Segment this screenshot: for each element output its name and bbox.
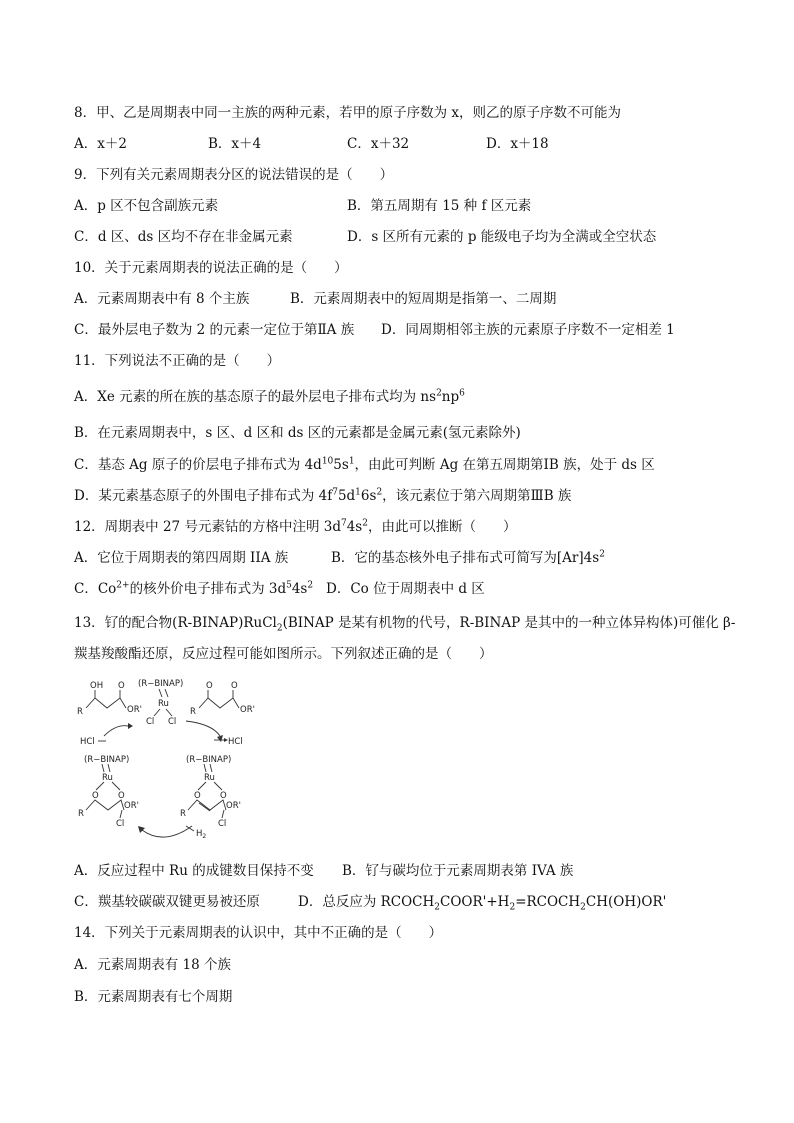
arrow-upper-right bbox=[186, 721, 220, 736]
q12-option-a: A．它位于周期表的第四周期 IIA 族 bbox=[74, 550, 289, 566]
keto-ester-structure bbox=[190, 681, 255, 717]
svg-text:Ru: Ru bbox=[204, 773, 215, 783]
q8-option-a: A．x＋2 bbox=[74, 136, 127, 152]
svg-text:O: O bbox=[206, 681, 213, 691]
q10-option-b: B．元素周期表中的短周期是指第一、二周期 bbox=[290, 291, 557, 307]
q13-option-b: B．钌与碳均位于元素周期表第 IVA 族 bbox=[342, 863, 574, 879]
q10-stem: 10．关于元素周期表的说法正确的是（ ） bbox=[74, 260, 348, 276]
svg-text:(R−BINAP): (R−BINAP) bbox=[138, 679, 184, 689]
q12-option-b: B．它的基态核外电子排布式可简写为$[Ar]4s^2$ bbox=[331, 549, 605, 566]
svg-text:Ru: Ru bbox=[102, 773, 113, 783]
svg-text:Cl: Cl bbox=[218, 819, 227, 829]
catalytic-cycle-diagram bbox=[74, 676, 274, 848]
svg-text:Cl: Cl bbox=[116, 819, 125, 829]
q13-stem-line2: 羰基羧酸酯还原，反应过程可能如图所示。下列叙述正确的是（ ） bbox=[74, 646, 493, 662]
q11-stem: 11．下列说法不正确的是（ ） bbox=[74, 353, 281, 369]
ru-complex-right bbox=[180, 755, 241, 829]
svg-text:HCl: HCl bbox=[80, 737, 95, 747]
svg-text:O: O bbox=[92, 791, 99, 801]
svg-text:R: R bbox=[78, 809, 84, 819]
q9-stem: 9．下列有关元素周期表分区的说法错误的是（ ） bbox=[74, 167, 394, 183]
ru-complex-left bbox=[78, 755, 139, 829]
q10-option-c: C．最外层电子数为 2 的元素一定位于第ⅡA 族 bbox=[74, 322, 355, 338]
svg-text:OR': OR' bbox=[124, 801, 139, 811]
svg-text:Ru: Ru bbox=[158, 699, 169, 709]
q13-option-d: D．总反应为 $RCOCH_2COOR'+H_2=RCOCH_2CH(OH)OR'$ bbox=[298, 894, 667, 913]
svg-text:OR': OR' bbox=[240, 705, 255, 715]
svg-text:R: R bbox=[77, 707, 83, 717]
q11-option-c: C．基态 Ag 原子的价层电子排布式为 $4d^{10}5s^1$，由此可判断 Ag 在第五周期第ⅠB 族，处于 ds 区 bbox=[74, 456, 655, 473]
q11-option-b: B．在元素周期表中，s 区、d 区和 ds 区的元素都是金属元素(氢元素除外) bbox=[74, 425, 521, 441]
q9-option-d: D．s 区所有元素的 p 能级电子均为全满或全空状态 bbox=[347, 229, 657, 245]
svg-text:O: O bbox=[118, 681, 125, 691]
ru-catalyst-structure bbox=[138, 679, 183, 727]
q8-option-b: B．x＋4 bbox=[208, 136, 262, 152]
svg-text:R: R bbox=[190, 707, 196, 717]
q12-option-d: D．Co 位于周期表中 d 区 bbox=[326, 581, 485, 597]
q14-option-b: B．元素周期表有七个周期 bbox=[74, 989, 233, 1005]
q8-stem: 8．甲、乙是周期表中同一主族的两种元素，若甲的原子序数为 x，则乙的原子序数不可能为 bbox=[74, 105, 621, 121]
q10-option-a: A．元素周期表中有 8 个主族 bbox=[74, 291, 250, 307]
q14-option-a: A．元素周期表有 18 个族 bbox=[74, 957, 232, 973]
svg-text:OR': OR' bbox=[226, 801, 241, 811]
arrow-bottom bbox=[142, 826, 192, 837]
q9-option-b: B．第五周期有 15 种 f 区元素 bbox=[347, 198, 532, 214]
svg-text:O: O bbox=[231, 681, 238, 691]
svg-text:O: O bbox=[220, 791, 227, 801]
q12-option-c: C．$Co^{2+}$的核外价电子排布式为 $3d^54s^2$ bbox=[74, 580, 314, 597]
arrow-upper-left bbox=[104, 726, 128, 736]
q10-option-d: D．同周期相邻主族的元素原子序数不一定相差 1 bbox=[381, 322, 675, 338]
q12-stem: 12．周期表中 27 号元素钴的方格中注明 $3d^74s^2$，由此可以推断（ ） bbox=[74, 518, 517, 535]
q11-option-a: A．Xe 元素的所在族的基态原子的最外层电子排布式均为 $ns^2np^6$ bbox=[74, 388, 465, 405]
svg-text:OR': OR' bbox=[127, 705, 142, 715]
svg-text:R: R bbox=[180, 809, 186, 819]
svg-text:(R−BINAP): (R−BINAP) bbox=[84, 755, 130, 765]
svg-text:OH: OH bbox=[90, 681, 104, 691]
q13-stem-line1: 13．钌的配合物(R-BINAP)RuCl$_2$(BINAP 是某有机物的代号，R-BINAP 是其中的一种立体异构体)可催化 β- bbox=[74, 615, 736, 634]
q11-option-d: D．某元素基态原子的外围电子排布式为 $4f^75d^16s^2$，该元素位于第六周期第ⅢB 族 bbox=[74, 487, 572, 504]
q9-option-a: A．p 区不包含副族元素 bbox=[74, 198, 219, 214]
q13-option-a: A．反应过程中 Ru 的成键数目保持不变 bbox=[74, 863, 314, 879]
svg-text:HCl: HCl bbox=[228, 737, 243, 747]
q14-stem: 14．下列关于元素周期表的认识中，其中不正确的是（ ） bbox=[74, 925, 443, 941]
q13-option-c: C．羰基较碳碳双键更易被还原 bbox=[74, 894, 260, 910]
svg-text:O: O bbox=[118, 791, 125, 801]
q9-option-c: C．d 区、ds 区均不存在非金属元素 bbox=[74, 229, 293, 245]
svg-text:Cl: Cl bbox=[168, 717, 177, 727]
hydroxy-ester-structure bbox=[77, 681, 142, 717]
q8-option-c: C．x＋32 bbox=[347, 136, 410, 152]
q8-option-d: D．x＋18 bbox=[486, 136, 549, 152]
svg-text:O: O bbox=[194, 791, 201, 801]
h2-label: $H_2$ bbox=[196, 829, 207, 840]
svg-text:Cl: Cl bbox=[146, 717, 155, 727]
svg-text:(R−BINAP): (R−BINAP) bbox=[186, 755, 232, 765]
